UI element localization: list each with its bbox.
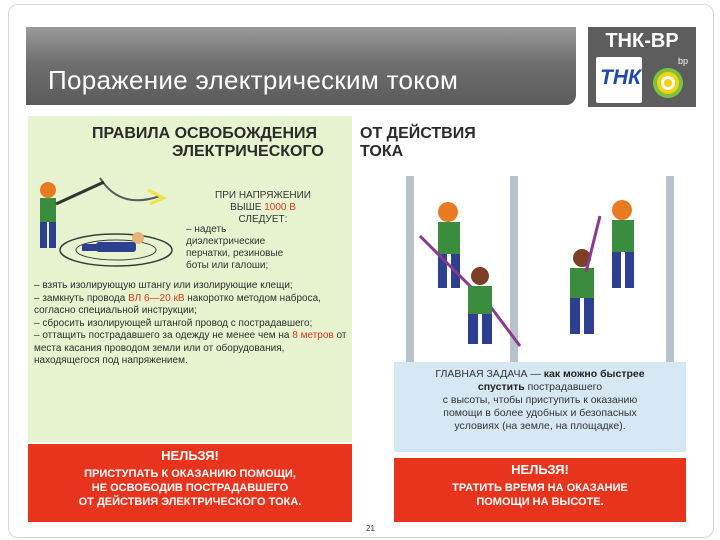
rule-item	[34, 318, 348, 331]
warning-right-line: ПОМОЩИ НА ВЫСОТЕ.	[476, 496, 604, 508]
warning-left	[28, 444, 352, 522]
task-line-post: пострадавшего	[524, 381, 603, 393]
voltage-instructions	[178, 190, 348, 226]
rule-text: – сбросить изолирующей штангой провод с пострадавшего;	[34, 317, 313, 329]
warning-left-line: ОТ ДЕЙСТВИЯ ЭЛЕКТРИЧЕСКОГО ТОКА.	[78, 496, 302, 508]
warning-right-body	[394, 481, 686, 509]
warning-right	[394, 458, 686, 522]
task-line-pre: ГЛАВНАЯ ЗАДАЧА —	[435, 368, 544, 380]
rules-list	[34, 280, 348, 368]
task-line	[394, 368, 686, 381]
rule-text: – оттащить пострадавшего за одежду не менее чем на	[34, 330, 293, 341]
title-bar	[26, 27, 576, 105]
task-line: условиях (на земле, на площадке).	[454, 420, 626, 432]
rule-text: от места касания проводом земли или от оборудования, находящегося под напряжением.	[34, 330, 347, 366]
tnk-logo-tile	[596, 57, 642, 103]
rescue-illustration-left	[30, 170, 180, 276]
warning-left-line: НЕ ОСВОБОДИВ ПОСТРАДАВШЕГО	[91, 482, 289, 494]
voltage-list	[186, 224, 346, 272]
warning-left-body	[28, 467, 352, 509]
voltage-list-item: диэлектрические	[186, 236, 266, 247]
main-task-panel	[394, 362, 686, 452]
page-number: 21	[366, 524, 375, 533]
task-line	[394, 381, 686, 394]
rule-text: – замкнуть провода	[34, 292, 129, 304]
rule-text: накоротко методом наброса, согласно специальной инструкции;	[34, 292, 321, 316]
bp-logo	[646, 57, 690, 103]
rule-highlight: 8 метров	[292, 330, 334, 341]
rule-text: – взять изолирующую штангу или изолирующие клещи;	[34, 280, 293, 291]
warning-right-line: ТРАТИТЬ ВРЕМЯ НА ОКАЗАНИЕ	[452, 482, 628, 494]
main-task-text	[394, 362, 686, 433]
rules-panel	[28, 116, 352, 442]
voltage-line3: СЛЕДУЕТ:	[238, 214, 288, 225]
rule-item	[34, 293, 348, 318]
poster-heading-line1: ПРАВИЛА ОСВОБОЖДЕНИЯ	[92, 125, 318, 142]
warning-left-head: НЕЛЬЗЯ!	[161, 448, 219, 463]
safety-poster	[28, 116, 690, 526]
tnk-logo-text: ТНК	[600, 66, 641, 89]
task-line: с высоты, чтобы приступить к оказанию	[442, 394, 638, 406]
task-line: помощи в более удобных и безопасных	[443, 407, 637, 419]
poster-heading	[92, 125, 324, 161]
warning-right-head: НЕЛЬЗЯ!	[511, 462, 569, 477]
poster-heading-right-line2: ТОКА	[360, 143, 404, 160]
rule-highlight: ВЛ 6—20 кВ	[128, 292, 185, 304]
slide-title: Поражение электрическим током	[48, 65, 459, 95]
rescue-illustration-right	[360, 176, 690, 362]
voltage-line1: ПРИ НАПРЯЖЕНИИ	[215, 190, 311, 201]
voltage-line2-pre: ВЫШЕ	[230, 202, 265, 213]
task-line-bold: как можно быстрее	[543, 368, 645, 380]
rule-item	[34, 330, 348, 368]
poster-heading-line2: ЭЛЕКТРИЧЕСКОГО	[172, 143, 324, 160]
bp-logo-text: bp	[677, 56, 688, 66]
voltage-line2	[178, 202, 348, 214]
task-line-bold: спустить	[477, 381, 525, 393]
voltage-list-item: боты или галоши;	[186, 260, 269, 271]
poster-heading-right	[360, 125, 476, 161]
warning-left-line: ПРИСТУПАТЬ К ОКАЗАНИЮ ПОМОЩИ,	[84, 468, 296, 480]
rule-item	[34, 280, 348, 293]
voltage-list-item: перчатки, резиновые	[186, 248, 284, 259]
logo-brand-text: ТНК-ВР	[605, 30, 679, 52]
poster-heading-right-line1: ОТ ДЕЙСТВИЯ	[360, 125, 476, 142]
voltage-list-item: – надеть	[186, 224, 227, 235]
company-logo	[588, 27, 696, 107]
voltage-value: 1000 В	[264, 202, 296, 213]
